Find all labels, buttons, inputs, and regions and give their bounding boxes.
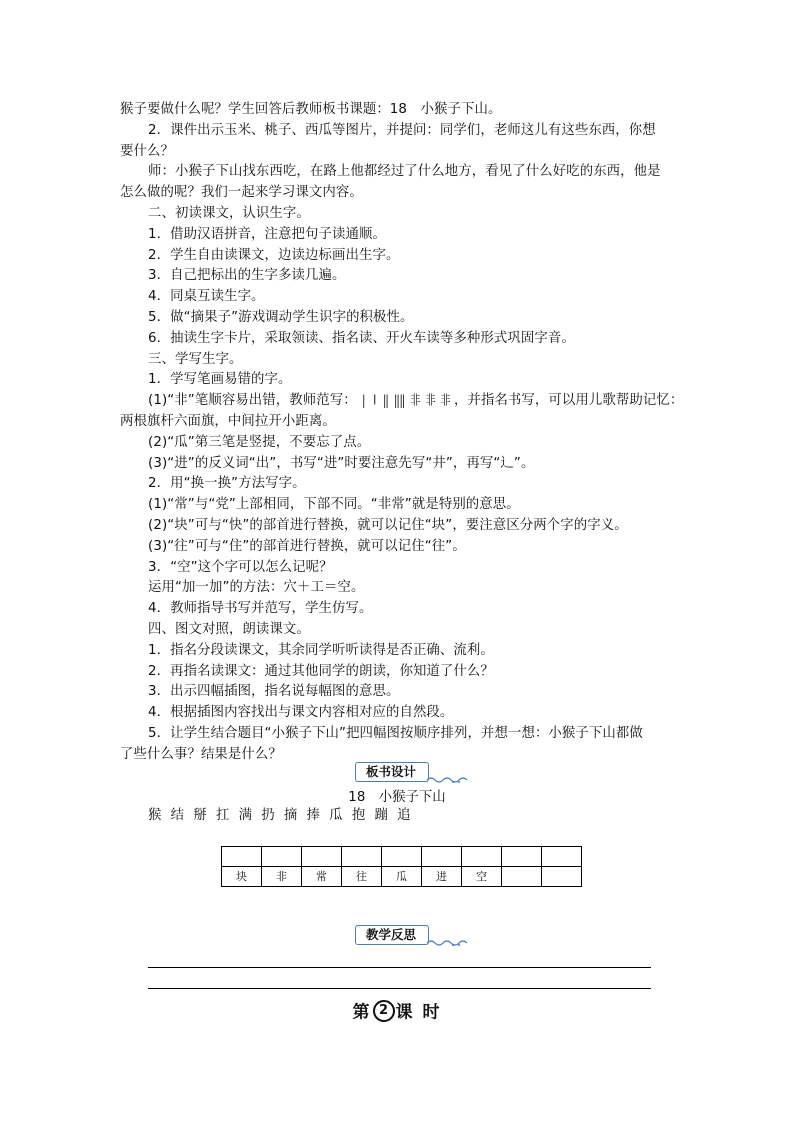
- text-line: 2．再指名读课文：通过其他同学的朗读，你知道了什么？: [148, 663, 494, 679]
- text-line: 1．借助汉语拼音，注意把句子读通顺。: [148, 226, 386, 242]
- grid-cell: [342, 847, 382, 867]
- text-line: 2．课件出示玉米、桃子、西瓜等图片，并提问：同学们，老师这儿有这些东西，你想: [148, 122, 656, 138]
- lesson-suffix: 课 时: [395, 1002, 442, 1023]
- grid-cell: [542, 867, 582, 887]
- grid-cell: [382, 847, 422, 867]
- text-line: 3．“空”这个字可以怎么记呢？: [148, 559, 333, 575]
- text-line: 1．学写笔画易错的字。: [148, 372, 292, 388]
- writing-grid: [221, 846, 582, 887]
- text-line: 1．指名分段读课文，其余同学听听读得是否正确、流利。: [148, 642, 494, 658]
- grid-cell: [542, 847, 582, 867]
- text-line: 3．自己把标出的生字多读几遍。: [148, 268, 346, 284]
- grid-cell: 非: [262, 867, 302, 887]
- text-line: (1)“常”与“党”上部相同，下部不同。“非常”就是特别的意思。: [148, 497, 520, 513]
- reflection-label: 教学反思: [355, 925, 429, 945]
- stroke-order-demo: | ǀ ‖ ‖‖ 非 非 非: [360, 394, 450, 409]
- grid-cell: [502, 867, 542, 887]
- text-line: (3)“往”可与“住”的部首进行替换，就可以记住“往”。: [148, 538, 466, 554]
- grid-cell: [222, 847, 262, 867]
- text-line: (2)“块”可与“快”的部首进行替换，就可以记住“块”，要注意区分两个字的字义。: [148, 518, 628, 533]
- reflection-tag: [355, 925, 470, 947]
- text-line: 师：小猴子下山找东西吃，在路上他都经过了什么地方，看见了什么好吃的东西，他是: [148, 164, 661, 180]
- text-line: (3)“进”的反义词“出”，书写“进”时要注意先写“井”，再写“辶”。: [148, 455, 535, 471]
- grid-cell: 往: [342, 867, 382, 887]
- text-line: 猴子要做什么呢？学生回答后教师板书课题：18 小猴子下山。: [120, 102, 502, 117]
- text-line: 要什么？: [120, 143, 174, 159]
- grid-row-top: [222, 847, 582, 867]
- board-design-label: 板书设计: [355, 762, 429, 782]
- lesson-prefix: 第: [352, 1002, 372, 1023]
- grid-cell: 常: [302, 867, 342, 887]
- text-line: 5．让学生结合题目“小猴子下山”把四幅图按顺序排列，并想一想：小猴子下山都做: [148, 726, 643, 741]
- text-line: 运用“加一加”的方法：穴＋工＝空。: [148, 580, 365, 596]
- grid-cell: 空: [462, 867, 502, 887]
- grid-cell: 进: [422, 867, 462, 887]
- text-line: 2．学生自由读课文，边读边标画出生字。: [148, 247, 400, 263]
- text-line: 怎么做的呢？我们一起来学习课文内容。: [120, 185, 363, 201]
- grid-cell: [462, 847, 502, 867]
- text-line: 三、学写生字。: [148, 351, 243, 367]
- text-line: 3．出示四幅插图，指名说每幅图的意思。: [148, 684, 400, 700]
- text-line: 四、图文对照，朗读课文。: [148, 622, 310, 637]
- wave-decoration-icon: [425, 939, 469, 947]
- text-line: 2．用“换一换”方法写字。: [148, 476, 306, 492]
- grid-cell: [502, 847, 542, 867]
- text-line: 6．抽读生字卡片，采取领读、指名读、开火车读等多种形式巩固字音。: [148, 330, 575, 346]
- grid-row-bottom: [222, 867, 582, 887]
- grid-cell: 块: [222, 867, 262, 887]
- board-design-tag: [355, 762, 470, 784]
- text-line: 了些什么事？结果是什么？: [120, 746, 282, 762]
- text-line: (2)“瓜”第三笔是竖提，不要忘了点。: [148, 434, 371, 450]
- wave-decoration-icon: [425, 776, 469, 784]
- grid-cell: [262, 847, 302, 867]
- reflection-line-1: [148, 967, 651, 968]
- grid-cell: [422, 847, 462, 867]
- lesson-heading: [0, 1000, 794, 1025]
- lesson-number: 2: [373, 1000, 395, 1022]
- text-line: 5．做“摘果子”游戏调动学生识字的积极性。: [148, 310, 414, 325]
- stroke-order-line: [148, 391, 683, 412]
- text-line: 二、初读课文，认识生字。: [148, 206, 310, 221]
- text-line: 4．根据插图内容找出与课文内容相对应的自然段。: [148, 705, 454, 721]
- text-line: 4．同桌互读生字。: [148, 289, 265, 305]
- text-line: 两根旗杆六面旗，中间拉开小距离。: [120, 414, 336, 429]
- board-title: 18 小猴子下山: [348, 790, 446, 805]
- stroke-line-before: (1)“非”笔顺容易出错，教师范写：: [148, 393, 357, 409]
- board-characters: 猴 结 掰 扛 满 扔 摘 捧 瓜 抱 蹦 追: [148, 808, 412, 823]
- grid-cell: [302, 847, 342, 867]
- stroke-line-after: ，并指名书写，可以用儿歌帮助记忆：: [453, 393, 684, 409]
- reflection-line-2: [148, 988, 651, 989]
- text-line: 4．教师指导书写并范写，学生仿写。: [148, 601, 373, 617]
- grid-cell: 瓜: [382, 867, 422, 887]
